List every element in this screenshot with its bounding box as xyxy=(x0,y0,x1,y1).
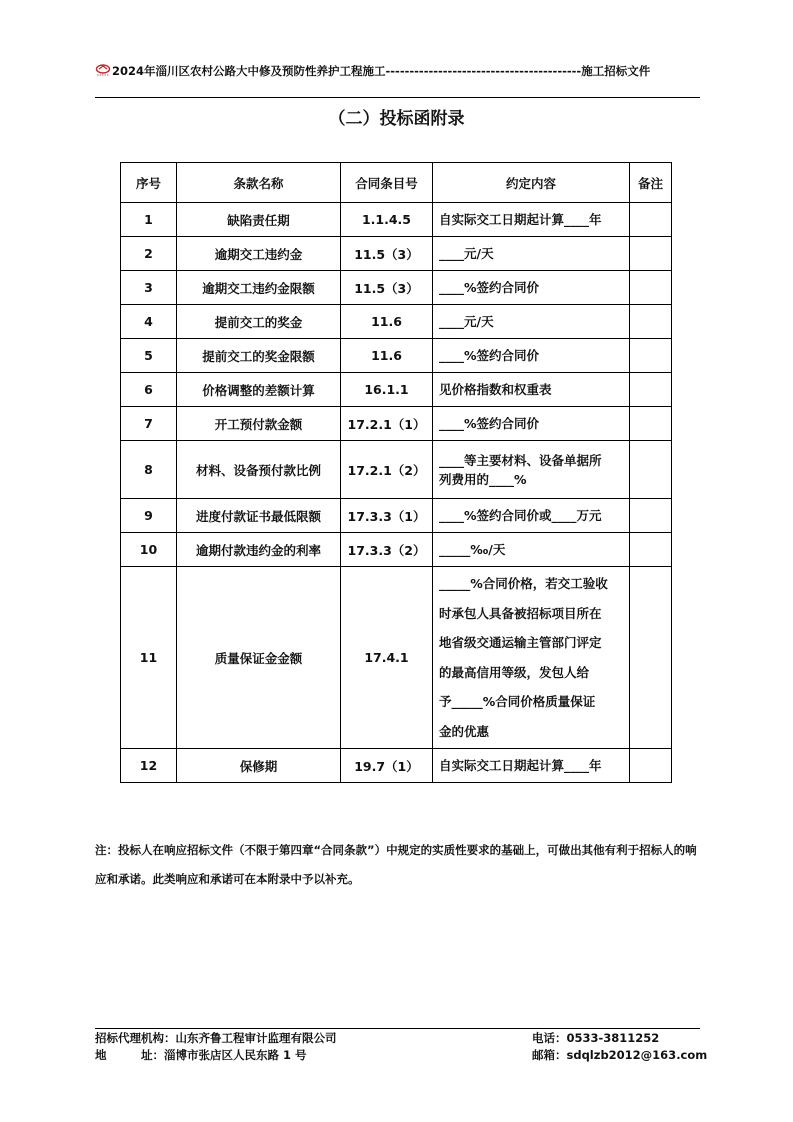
content-line: 列费用的____% xyxy=(439,471,527,487)
table-row xyxy=(121,339,672,373)
table-row xyxy=(121,203,672,237)
cell-clause-number: 17.3.3（2） xyxy=(341,533,433,567)
cell-no: 10 xyxy=(121,533,177,567)
cell-clause-number: 19.7（1） xyxy=(341,749,433,783)
cell-clause-number: 16.1.1 xyxy=(341,373,433,407)
cell-content xyxy=(433,567,630,749)
page-header xyxy=(95,63,700,79)
content-line: ____元/天 xyxy=(439,246,494,261)
footer-address xyxy=(95,1047,307,1064)
cell-content xyxy=(433,407,630,441)
content-line: ____元/天 xyxy=(439,314,494,329)
cell-clause-name: 逾期交工违约金限额 xyxy=(177,271,341,305)
table-row xyxy=(121,441,672,499)
cell-no: 8 xyxy=(121,441,177,499)
cell-clause-name: 质量保证金金额 xyxy=(177,567,341,749)
cell-clause-number: 17.3.3（1） xyxy=(341,499,433,533)
header-content: 约定内容 xyxy=(433,163,630,203)
cell-no: 7 xyxy=(121,407,177,441)
content-line: 自实际交工日期起计算____年 xyxy=(439,212,602,227)
table-row xyxy=(121,271,672,305)
cell-clause-number: 11.5（3） xyxy=(341,237,433,271)
content-line: ____%签约合同价 xyxy=(439,348,540,363)
table-row xyxy=(121,407,672,441)
content-line: 地省级交通运输主管部门评定 xyxy=(439,635,602,650)
address-value: 淄博市张店区人民东路 1 号 xyxy=(164,1048,307,1062)
footer-phone xyxy=(532,1030,659,1047)
cell-remark xyxy=(630,305,672,339)
cell-remark xyxy=(630,533,672,567)
cell-remark xyxy=(630,749,672,783)
cell-content xyxy=(433,441,630,499)
content-line: ____%签约合同价 xyxy=(439,416,540,431)
table-header-row xyxy=(121,163,672,203)
cell-clause-name: 价格调整的差额计算 xyxy=(177,373,341,407)
content-line: 予_____%合同价格质量保证 xyxy=(439,694,596,709)
address-label: 地 址： xyxy=(95,1048,164,1062)
content-line: ____等主要材料、设备单据所 xyxy=(439,452,602,468)
note-text: 注：投标人在响应招标文件（不限于第四章“合同条款”）中规定的实质性要求的基础上，可做出其他有利于招标人的响应和承诺。此类响应和承诺可在本附录中予以补充。 xyxy=(95,843,697,886)
cell-clause-name: 保修期 xyxy=(177,749,341,783)
cell-remark xyxy=(630,407,672,441)
table-row xyxy=(121,533,672,567)
content-line: 金的优惠 xyxy=(439,723,490,739)
cell-remark xyxy=(630,237,672,271)
content-line: 自实际交工日期起计算____年 xyxy=(439,758,602,773)
content-line: ____%签约合同价或____万元 xyxy=(439,508,602,523)
cell-clause-number: 11.6 xyxy=(341,339,433,373)
table-row xyxy=(121,567,672,749)
header-text: 2024年淄川区农村公路大中修及预防性养护工程施工-----------------------------------------施工招标文件 xyxy=(112,64,651,78)
cell-no: 3 xyxy=(121,271,177,305)
content-line: _____‰/天 xyxy=(439,542,506,557)
content-line: 时承包人具备被招标项目所在 xyxy=(439,605,602,621)
bid-appendix-table xyxy=(120,162,672,783)
page-footer xyxy=(95,1030,708,1064)
cell-clause-name: 提前交工的奖金 xyxy=(177,305,341,339)
cell-content xyxy=(433,749,630,783)
cell-remark xyxy=(630,373,672,407)
footer-divider xyxy=(95,1028,700,1029)
cell-clause-number: 1.1.4.5 xyxy=(341,203,433,237)
cell-clause-number: 17.4.1 xyxy=(341,567,433,749)
cell-no: 12 xyxy=(121,749,177,783)
cell-clause-number: 17.2.1（2） xyxy=(341,441,433,499)
cell-content xyxy=(433,203,630,237)
cell-content xyxy=(433,271,630,305)
header-divider xyxy=(95,97,700,98)
cell-no: 1 xyxy=(121,203,177,237)
cell-clause-name: 进度付款证书最低限额 xyxy=(177,499,341,533)
cell-clause-name: 开工预付款金额 xyxy=(177,407,341,441)
cell-no: 2 xyxy=(121,237,177,271)
agency-label: 招标代理机构： xyxy=(95,1031,176,1045)
cell-content xyxy=(433,339,630,373)
header-clause-number: 合同条目号 xyxy=(341,163,433,203)
cell-remark xyxy=(630,499,672,533)
footer-agency xyxy=(95,1030,337,1047)
content-line: _____%合同价格，若交工验收 xyxy=(439,576,608,591)
cell-clause-number: 11.5（3） xyxy=(341,271,433,305)
cell-clause-name: 提前交工的奖金限额 xyxy=(177,339,341,373)
table-row xyxy=(121,237,672,271)
table-row xyxy=(121,373,672,407)
table-row xyxy=(121,499,672,533)
table-row xyxy=(121,749,672,783)
header-clause-name: 条款名称 xyxy=(177,163,341,203)
page-title: （二）投标函附录 xyxy=(328,109,465,129)
phone-number: 0533-3811252 xyxy=(566,1031,660,1045)
cell-content xyxy=(433,305,630,339)
cell-clause-number: 11.6 xyxy=(341,305,433,339)
content-line: ____%签约合同价 xyxy=(439,280,540,295)
content-line: 见价格指数和权重表 xyxy=(439,382,552,397)
footer-email xyxy=(532,1047,707,1064)
phone-label: 电话： xyxy=(532,1031,567,1045)
cell-clause-name: 材料、设备预付款比例 xyxy=(177,441,341,499)
cell-no: 5 xyxy=(121,339,177,373)
cell-remark xyxy=(630,441,672,499)
cell-clause-name: 逾期交工违约金 xyxy=(177,237,341,271)
header-remark: 备注 xyxy=(630,163,672,203)
table-row xyxy=(121,305,672,339)
cell-remark xyxy=(630,271,672,305)
cell-no: 11 xyxy=(121,567,177,749)
header-no: 序号 xyxy=(121,163,177,203)
cell-remark xyxy=(630,203,672,237)
cell-content xyxy=(433,373,630,407)
cell-clause-name: 缺陷责任期 xyxy=(177,203,341,237)
cell-content xyxy=(433,533,630,567)
company-logo-icon xyxy=(95,64,111,76)
cell-content xyxy=(433,237,630,271)
email-address: sdqlzb2012@163.com xyxy=(566,1048,708,1062)
cell-no: 9 xyxy=(121,499,177,533)
cell-no: 6 xyxy=(121,373,177,407)
cell-remark xyxy=(630,339,672,373)
cell-remark xyxy=(630,567,672,749)
cell-clause-name: 逾期付款违约金的利率 xyxy=(177,533,341,567)
table-body xyxy=(121,203,672,783)
email-label: 邮箱： xyxy=(532,1048,567,1062)
agency-name: 山东齐鲁工程审计监理有限公司 xyxy=(175,1031,337,1045)
cell-clause-number: 17.2.1（1） xyxy=(341,407,433,441)
cell-no: 4 xyxy=(121,305,177,339)
cell-content xyxy=(433,499,630,533)
content-line: 的最高信用等级，发包人给 xyxy=(439,664,590,680)
